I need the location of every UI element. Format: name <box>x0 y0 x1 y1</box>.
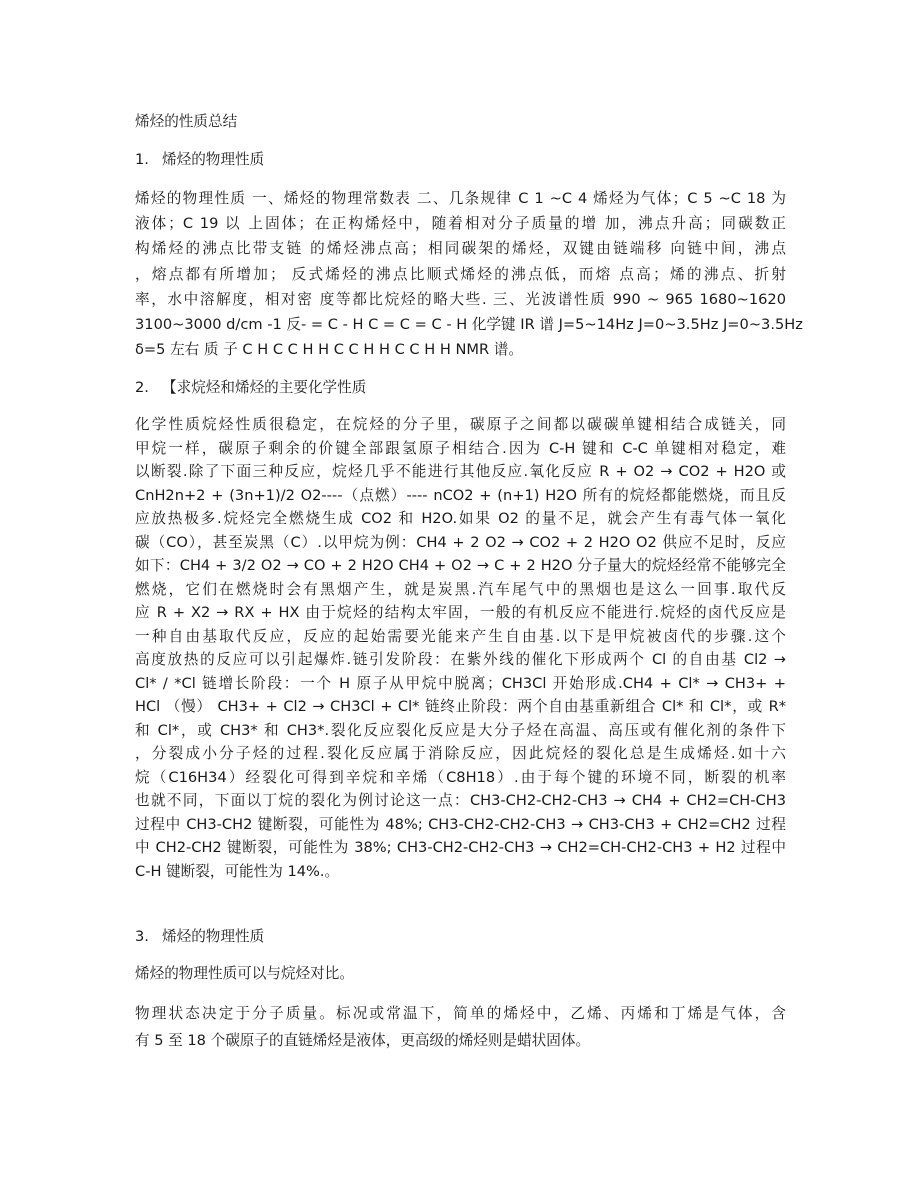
section-heading-2 <box>135 376 786 400</box>
paragraph-line: ，分裂成小分子烃的过程.裂化反应属于消除反应，因此烷烃的裂化总是生成烯烃.如十六 <box>135 745 786 762</box>
section-heading-text: 【求烷烃和烯烃的主要化学性质 <box>162 379 367 396</box>
paragraph-line: 也就不同，下面以丁烷的裂化为例讨论这一点：CH3-CH2-CH2-CH3 → CH4 + CH2=CH-CH3 <box>135 792 786 809</box>
document-title: 烯烃的性质总结 <box>135 113 238 130</box>
paragraph-line: 3100~3000 d/cm -1 反- = C - H C = C = C - H 化学键 IR 谱 J=5~14Hz J=0~3.5Hz J=0~3.5Hz <box>135 315 803 333</box>
paragraph-line: 应 R + X2 → RX + HX 由于烷烃的结构太牢固，一般的有机反应不能进行.烷烃的卤代反应是 <box>135 604 786 621</box>
paragraph-line: 燃烧，它们在燃烧时会有黑烟产生，就是炭黑.汽车尾气中的黑烟也是这么一回事.取代反 <box>135 580 786 598</box>
paragraph-line: Cl* / *Cl 链增长阶段：一个 H 原子从甲烷中脱离；CH3Cl 开始形成.CH4 + Cl* → CH3+ + <box>135 674 786 692</box>
paragraph-line: 物理状态决定于分子质量。标况或常温下，简单的烯烃中，乙烯、丙烯和丁烯是气体，含 <box>135 1005 786 1022</box>
section-2-paragraph <box>135 413 786 883</box>
paragraph-line: 一种自由基取代反应，反应的起始需要光能来产生自由基.以下是甲烷被卤代的步骤.这个 <box>135 627 786 645</box>
paragraph-line: 如下：CH4 + 3/2 O2 → CO + 2 H2O CH4 + O2 → C + 2 H2O 分子量大的烷烃经常不能够完全 <box>135 557 786 574</box>
paragraph-line: 烷（C16H34）经裂化可得到辛烷和辛烯（C8H18）.由于每个键的环境不同，断裂的机率 <box>135 768 786 786</box>
section-number: 3. <box>135 928 149 945</box>
paragraph-line: 高度放热的反应可以引起爆炸.链引发阶段：在紫外线的催化下形成两个 Cl 的自由基 Cl2 → <box>135 651 786 668</box>
section-number: 2. <box>135 379 149 396</box>
paragraph-line: 以断裂.除了下面三种反应，烷烃几乎不能进行其他反应.氧化反应 R + O2 → CO2 + H2O 或 <box>135 463 786 480</box>
section-1-paragraph <box>135 186 803 362</box>
paragraph-line: CnH2n+2 + (3n+1)/2 O2----（点燃）---- nCO2 + (n+1) H2O 所有的烷烃都能燃烧，而且反 <box>135 486 786 504</box>
section-heading-text: 烯烃的物理性质 <box>162 928 265 945</box>
paragraph-line: 烯烃的物理性质 一、烯烃的物理常数表 二、几条规律 C 1 ~C 4 烯烃为气体；C 5 ~C 18 为 <box>135 190 786 207</box>
paragraph-line: HCl （慢） CH3+ + Cl2 → CH3Cl + Cl* 链终止阶段：两个自由基重新组合 Cl* 和 Cl*，或 R* <box>135 698 786 715</box>
section-3-paragraph-2 <box>135 1000 786 1054</box>
section-heading-3 <box>135 925 786 949</box>
paragraph-line: 应放热极多.烷烃完全燃烧生成 CO2 和 H2O.如果 O2 的量不足，就会产生有毒气体一氧化 <box>135 510 786 527</box>
paragraph-line: ，熔点都有所增加； 反式烯烃的沸点比顺式烯烃的沸点低，而熔 点高；烯的沸点、折射 <box>135 265 786 283</box>
paragraph-line: δ=5 左右 质 子 C H C C H H C C H H C C H H NMR 谱。 <box>135 341 523 359</box>
paragraph-line: 构烯烃的沸点比带支链 的烯烃沸点高；相同碳架的烯烃，双键由链端移 向链中间，沸点 <box>135 240 786 258</box>
paragraph-line: 化学性质烷烃性质很稳定，在烷烃的分子里，碳原子之间都以碳碳单键相结合成链关，同 <box>135 416 786 433</box>
section-3-paragraph-1 <box>135 960 786 987</box>
paragraph-line: 有 5 至 18 个碳原子的直链烯烃是液体，更高级的烯烃则是蜡状固体。 <box>135 1032 591 1049</box>
paragraph-line: 液体；C 19 以 上固体；在正构烯烃中，随着相对分子质量的增 加，沸点升高；同碳数正 <box>135 215 786 233</box>
section-heading-1 <box>135 148 786 172</box>
paragraph-line: 碳（CO），甚至炭黑（C）.以甲烷为例：CH4 + 2 O2 → CO2 + 2 H2O O2 供应不足时，反应 <box>135 533 786 551</box>
paragraph-line: 和 Cl*，或 CH3* 和 CH3*.裂化反应裂化反应是大分子烃在高温、高压或有催化剂的条件下 <box>135 721 786 739</box>
paragraph-line: 过程中 CH3-CH2 键断裂，可能性为 48%; CH3-CH2-CH2-CH3 → CH3-CH3 + CH2=CH2 过程 <box>135 815 786 833</box>
section-number: 1. <box>135 151 149 168</box>
section-heading-text: 烯烃的物理性质 <box>162 151 265 168</box>
paragraph-line: C-H 键断裂，可能性为 14%.。 <box>135 862 340 880</box>
paragraph-line: 烯烃的物理性质可以与烷烃对比。 <box>135 965 354 982</box>
paragraph-line: 中 CH2-CH2 键断裂，可能性为 38%; CH3-CH2-CH2-CH3 → CH2=CH-CH2-CH3 + H2 过程中 <box>135 839 786 856</box>
paragraph-line: 甲烷一样，碳原子剩余的价键全部跟氢原子相结合.因为 C-H 键和 C-C 单键相对稳定，难 <box>135 439 786 457</box>
paragraph-line: 率，水中溶解度，相对密 度等都比烷烃的略大些. 三、光波谱性质 990 ~ 965 1680~1620 <box>135 290 786 308</box>
